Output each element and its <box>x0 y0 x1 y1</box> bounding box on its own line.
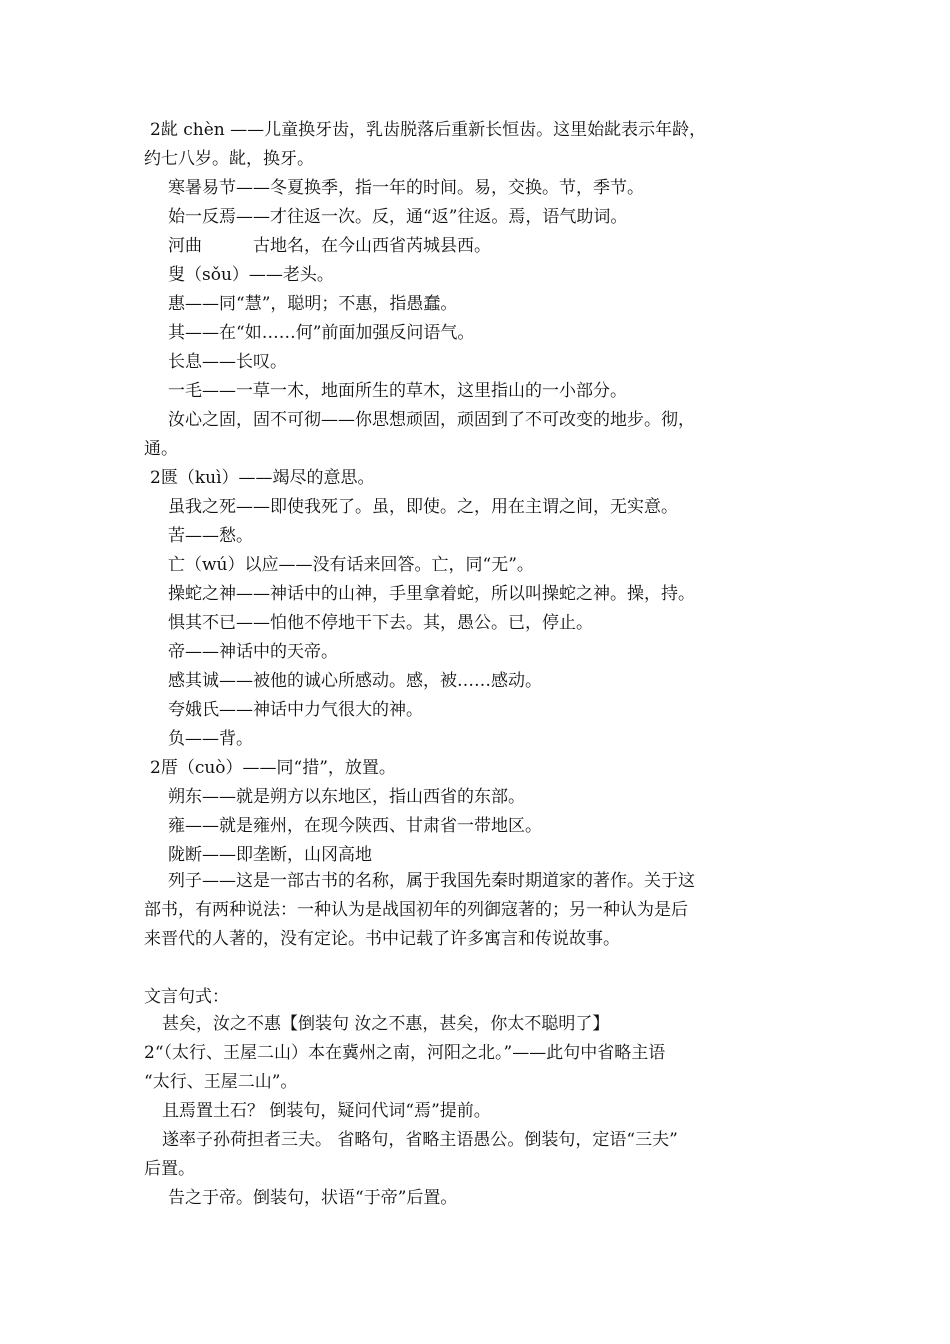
note-liezi-cont: 部书，有两种说法：一种认为是战国初年的列御寇著的；另一种认为是后 <box>144 900 688 920</box>
note-kui: 2匮（kuì）——竭尽的意思。 <box>150 468 375 488</box>
note-changxi: 长息——长叹。 <box>168 352 287 372</box>
note-hanshu: 寒暑易节——冬夏换季，指一年的时间。易，交换。节，季节。 <box>168 178 644 198</box>
note-kuae: 夸娥氏——神话中力气很大的神。 <box>168 700 423 720</box>
note-ruxin: 汝心之固，固不可彻——你思想顽固，顽固到了不可改变的地步。彻， <box>168 410 695 430</box>
sentence-gaozhi: 告之于帝。倒装句，状语“于帝”后置。 <box>168 1188 458 1208</box>
sentence-qieyan: 且焉置土石？ 倒装句，疑问代词“焉”提前。 <box>162 1101 491 1121</box>
note-hui: 惠——同“慧”，聪明；不惠，指愚蠢。 <box>168 294 458 314</box>
note-caoshe: 操蛇之神——神话中的山神，手里拿着蛇，所以叫操蛇之神。操，持。 <box>168 584 695 604</box>
sentence-suishuai-cont: 后置。 <box>144 1159 195 1179</box>
note-di: 帝——神话中的天帝。 <box>168 642 338 662</box>
note-yimao: 一毛——一草一木，地面所生的草木，这里指山的一小部分。 <box>168 381 627 401</box>
note-sou: 叟（sǒu）——老头。 <box>168 265 334 285</box>
sentence-suishuai: 遂率子孙荷担者三夫。 省略句，省略主语愚公。倒装句，定语“三夫” <box>162 1130 678 1150</box>
note-chen: 2龀 chèn ——儿童换牙齿，乳齿脱落后重新长恒齿。这里始龀表示年龄， <box>150 120 707 140</box>
note-ku: 苦——愁。 <box>168 526 253 546</box>
note-wuyiying: 亡（wú）以应——没有话来回答。亡，同“无”。 <box>168 555 534 575</box>
note-longduan: 陇断——即垄断，山冈高地 <box>168 845 372 865</box>
note-juqi: 惧其不已——怕他不停地干下去。其，愚公。已，停止。 <box>168 613 593 633</box>
note-shiyifan: 始一反焉——才往返一次。反，通“返”往返。焉，语气助词。 <box>168 207 628 227</box>
sentence-taihang-cont: “太行、王屋二山”。 <box>144 1072 298 1092</box>
note-fu: 负——背。 <box>168 729 253 749</box>
note-ruxin-cont: 通。 <box>144 439 178 459</box>
note-liezi-cont2: 来晋代的人著的，没有定论。书中记载了许多寓言和传说故事。 <box>144 929 620 949</box>
note-yong: 雍——就是雍州，在现今陕西、甘肃省一带地区。 <box>168 816 542 836</box>
note-qi: 其——在“如……何”前面加强反问语气。 <box>168 323 475 343</box>
section-title: 文言句式： <box>144 987 229 1007</box>
note-shuodong: 朔东——就是朔方以东地区，指山西省的东部。 <box>168 787 525 807</box>
note-hequ: 河曲 古地名，在今山西省芮城县西。 <box>168 236 491 256</box>
sentence-taihang: 2“（太行、王屋二山）本在冀州之南，河阳之北。”——此句中省略主语 <box>144 1043 666 1063</box>
note-cuo: 2厝（cuò）——同“措”，放置。 <box>150 758 396 778</box>
note-liezi: 列子——这是一部古书的名称，属于我国先秦时期道家的著作。关于这 <box>168 871 695 891</box>
note-chen-cont: 约七八岁。龀，换牙。 <box>144 149 314 169</box>
note-ganqicheng: 感其诚——被他的诚心所感动。感，被……感动。 <box>168 671 542 691</box>
sentence-shenyi: 甚矣，汝之不惠【倒装句 汝之不惠，甚矣，你太不聪明了】 <box>162 1014 610 1034</box>
note-suiwozhisi: 虽我之死——即使我死了。虽，即使。之，用在主谓之间，无实意。 <box>168 497 678 517</box>
